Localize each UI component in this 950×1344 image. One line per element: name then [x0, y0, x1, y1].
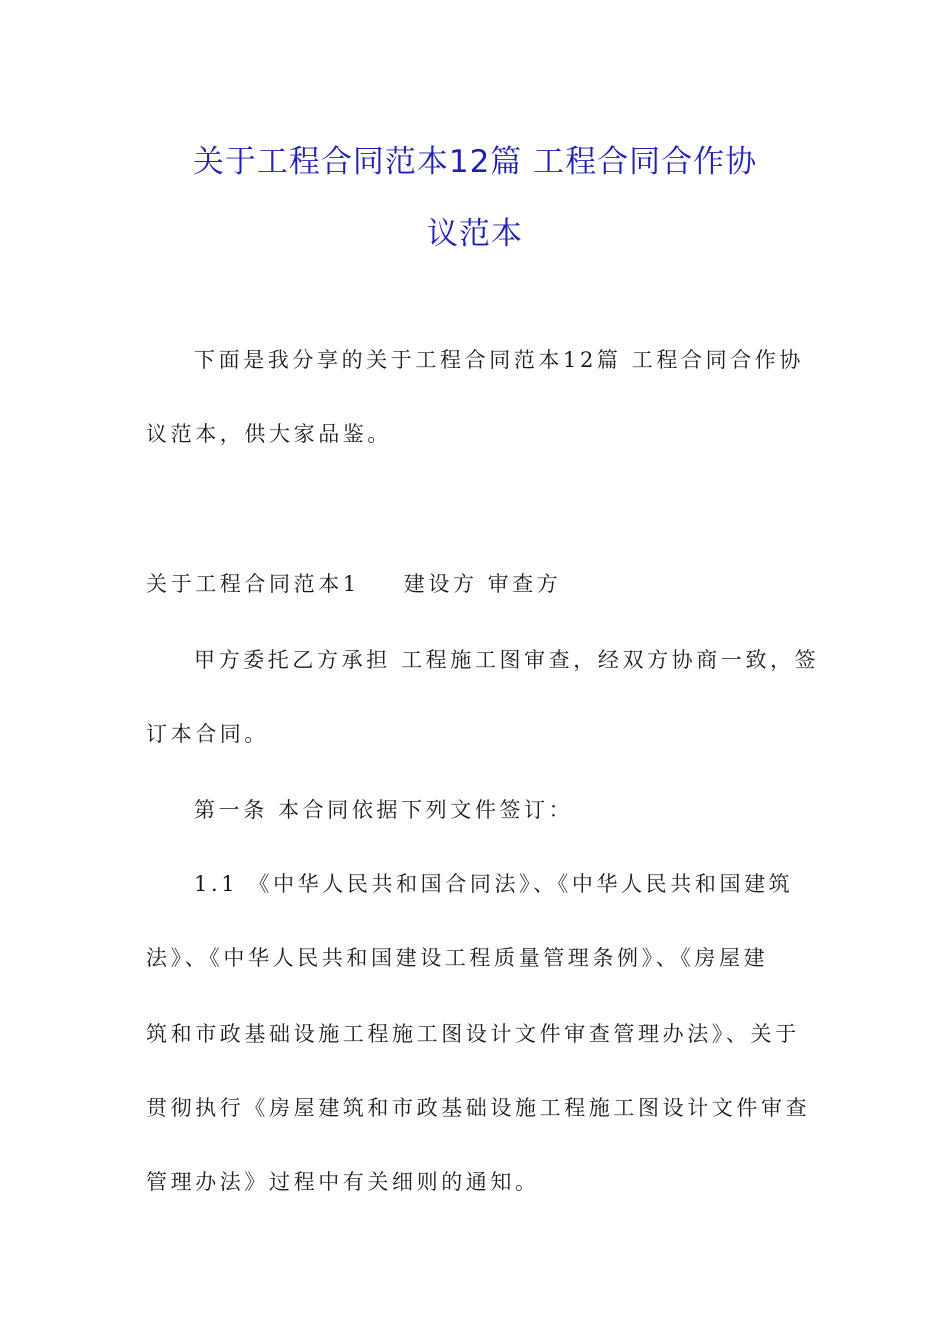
- article-1-heading: 第一条 本合同依据下列文件签订：: [194, 798, 574, 822]
- paragraph-1-line-1: 甲方委托乙方承担 工程施工图审查，经双方协商一致，签: [194, 648, 820, 672]
- section-heading: [146, 570, 561, 598]
- document-title-line-2: 议范本: [427, 216, 523, 252]
- clause-1-1-line-1: 1.1 《中华人民共和国合同法》、《中华人民共和国建筑: [194, 872, 794, 896]
- party-b-label: 审查方: [487, 572, 562, 596]
- paragraph-1-line-2: 订本合同。: [146, 722, 269, 746]
- clause-1-1-line-5: 管理办法》过程中有关细则的通知。: [146, 1170, 540, 1194]
- clause-1-1-line-3: 筑和市政基础设施工程施工图设计文件审查管理办法》、关于: [146, 1022, 800, 1046]
- intro-line-2: 议范本，供大家品鉴。: [146, 422, 392, 446]
- party-a-label: 建设方: [403, 572, 478, 596]
- clause-1-1-line-2: 法》、《中华人民共和国建设工程质量管理条例》、《房屋建: [146, 946, 769, 970]
- intro-line-1: 下面是我分享的关于工程合同范本12篇 工程合同合作协: [194, 348, 804, 372]
- section-title: 关于工程合同范本1: [146, 572, 360, 596]
- clause-1-1-line-4: 贯彻执行《房屋建筑和市政基础设施工程施工图设计文件审查: [146, 1096, 811, 1120]
- document-title-line-1: 关于工程合同范本12篇 工程合同合作协: [192, 144, 758, 180]
